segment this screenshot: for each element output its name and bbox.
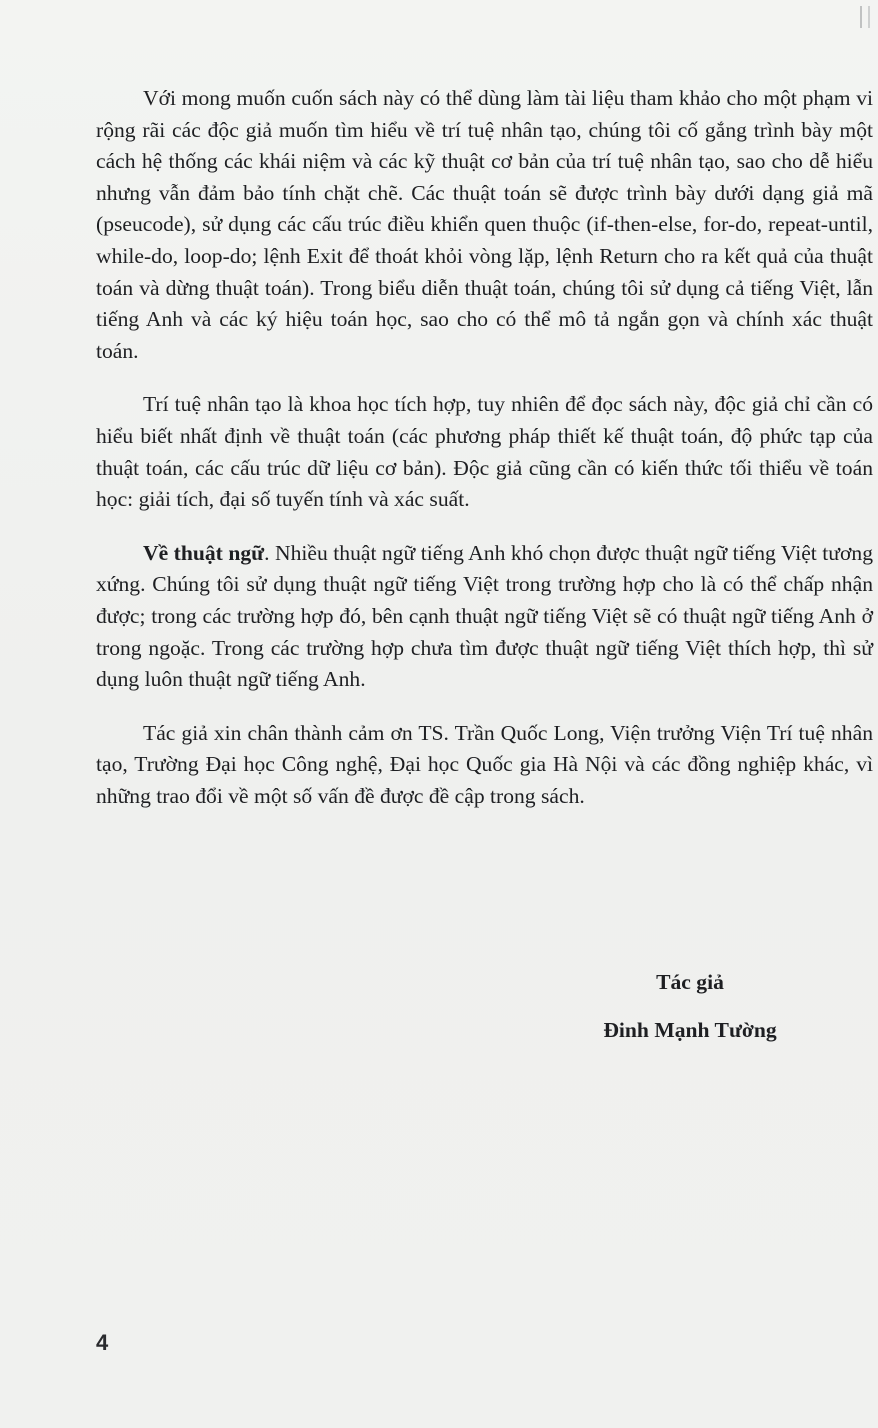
body-text xyxy=(96,83,873,812)
signature-name: Đinh Mạnh Tường xyxy=(603,1018,777,1042)
page-number: 4 xyxy=(96,1330,109,1355)
paragraph-intro: Với mong muốn cuốn sách này có thể dùng làm tài liệu tham khảo cho một phạm vi rộng rãi các độc giả muốn tìm hiểu về trí tuệ nhân tạo, chúng tôi cố gắng trình bày một cách hệ thống các khái niệm và các kỹ thuật cơ bản của trí tuệ nhân tạo, sao cho dễ hiểu nhưng vẫn đảm bảo tính chặt chẽ. Các thuật toán sẽ được trình bày dưới dạng giả mã (pseucode), sử dụng các cấu trúc điều khiển quen thuộc (if-then-else, for-do, repeat-until, while-do, loop-do; lệnh Exit để thoát khỏi vòng lặp, lệnh Return cho ra kết quả của thuật toán và dừng thuật toán). Trong biểu diễn thuật toán, chúng tôi sử dụng cả tiếng Việt, lẫn tiếng Anh và các ký hiệu toán học, sao cho có thể mô tả ngắn gọn và chính xác thuật toán. xyxy=(96,86,873,363)
page-edge-mark xyxy=(860,6,870,28)
terminology-heading: Về thuật ngữ xyxy=(143,540,265,565)
signature-role: Tác giả xyxy=(656,970,724,994)
paragraph-terminology xyxy=(96,538,873,696)
paragraph-prerequisites: Trí tuệ nhân tạo là khoa học tích hợp, tuy nhiên để đọc sách này, độc giả chỉ cần có hiểu biết nhất định về thuật toán (các phương pháp thiết kế thuật toán, độ phức tạp của thuật toán, các cấu trúc dữ liệu cơ bản). Độc giả cũng cần có kiến thức tối thiểu về toán học: giải tích, đại số tuyến tính và xác suất. xyxy=(96,392,873,512)
paragraph-acknowledgement: Tác giả xin chân thành cảm ơn TS. Trần Quốc Long, Viện trưởng Viện Trí tuệ nhân tạo, Trường Đại học Công nghệ, Đại học Quốc gia Hà Nội và các đồng nghiệp khác, vì những trao đổi về một số vấn đề được đề cập trong sách. xyxy=(96,720,873,808)
terminology-body: . Nhiều thuật ngữ tiếng Anh khó chọn được thuật ngữ tiếng Việt tương xứng. Chúng tôi sử dụng thuật ngữ tiếng Việt trong trường hợp cho là có thể chấp nhận được; trong các trường hợp đó, bên cạnh thuật ngữ tiếng Việt sẽ có thuật ngữ tiếng Anh ở trong ngoặc. Trong các trường hợp chưa tìm được thuật ngữ tiếng Việt thích hợp, thì sử dụng luôn thuật ngữ tiếng Anh. xyxy=(96,540,873,692)
